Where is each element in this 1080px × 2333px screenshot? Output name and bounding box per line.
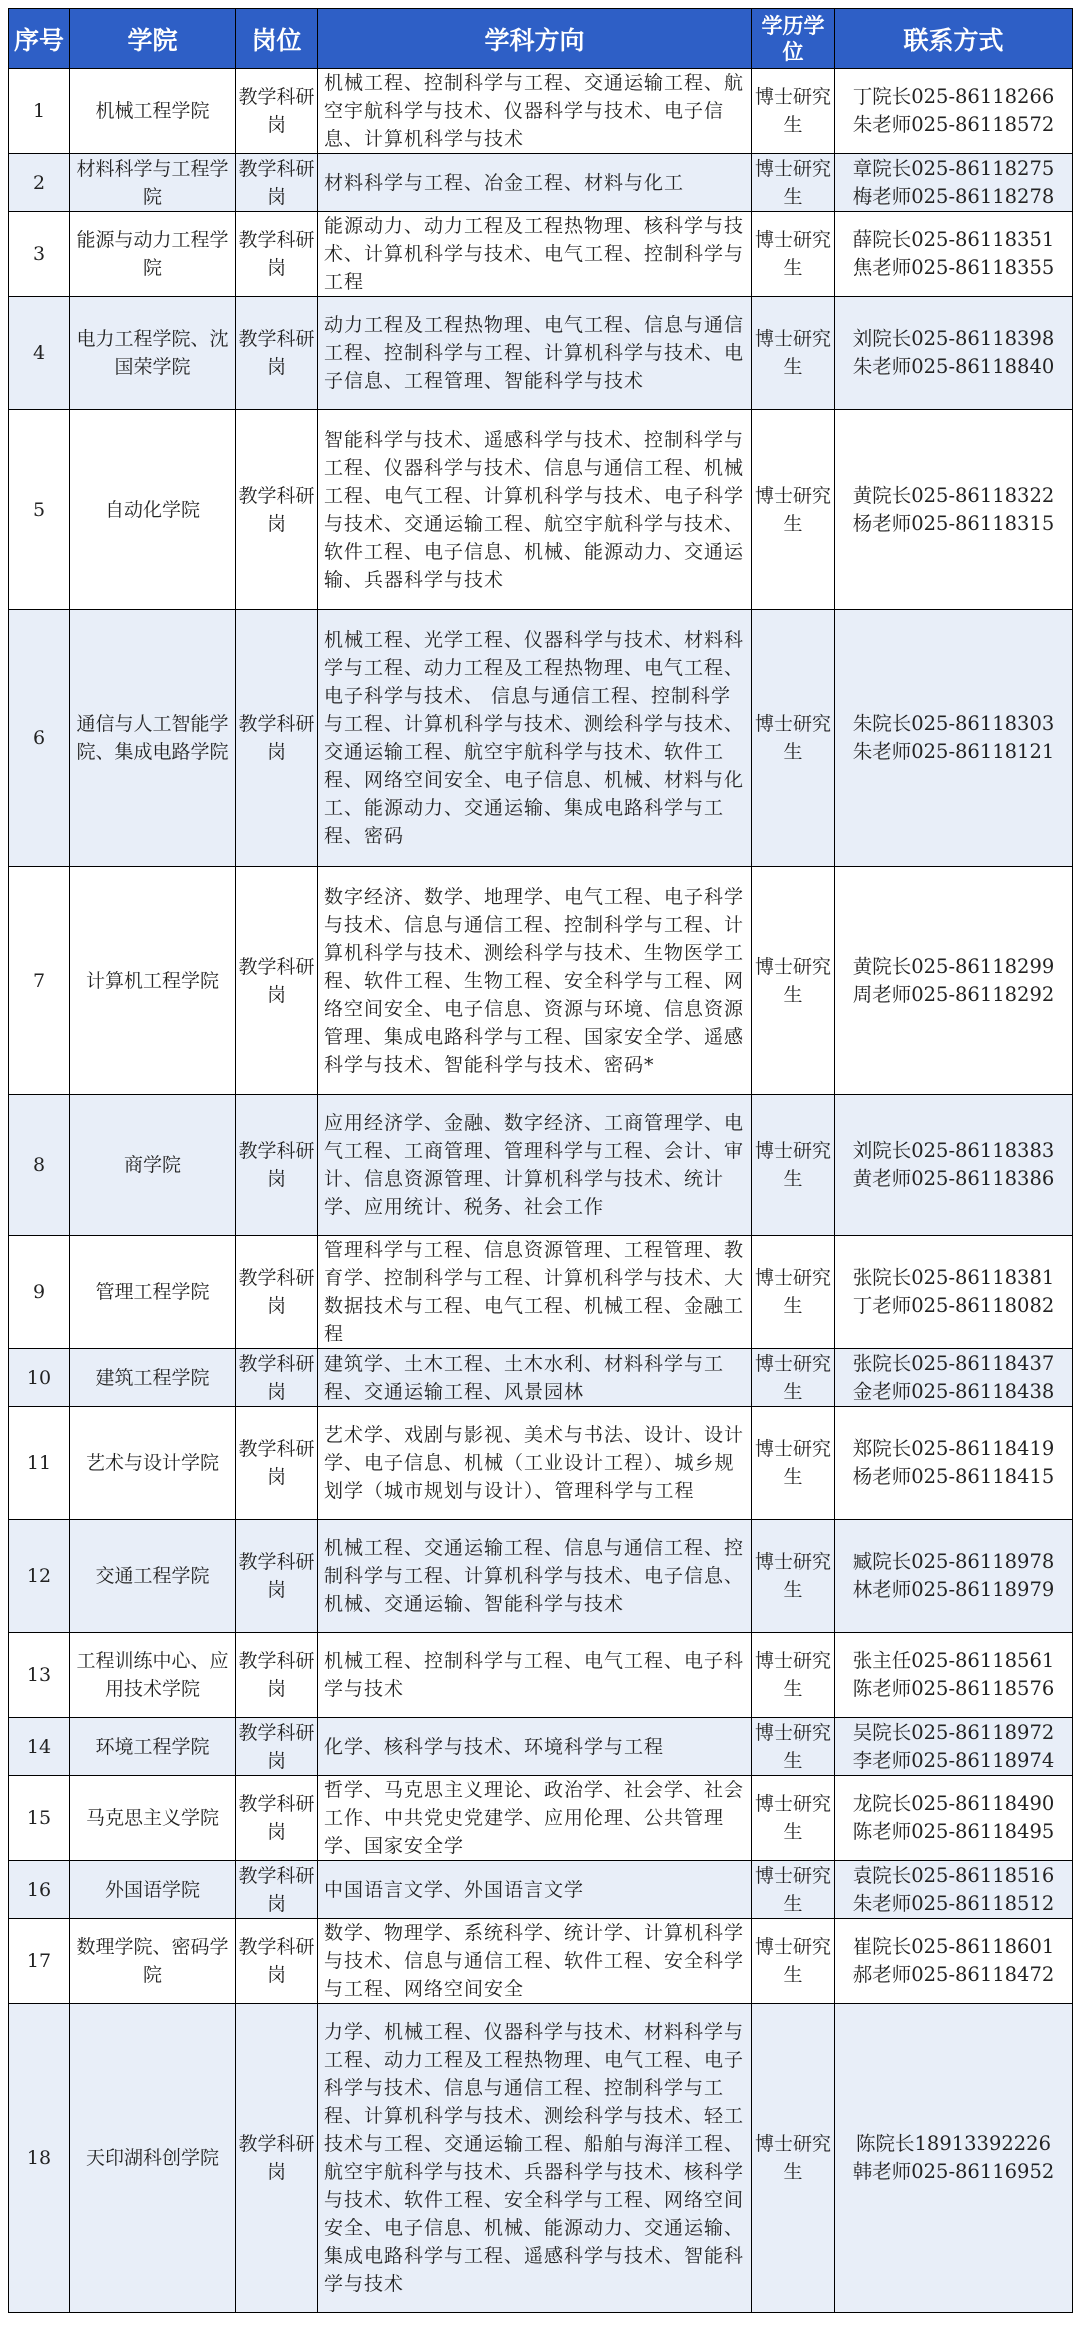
contact-line: 郑院长025-86118419 xyxy=(852,1437,1055,1460)
degree-requirement: 博士研究生 xyxy=(752,297,835,410)
post-type: 教学科研岗 xyxy=(236,1633,318,1718)
contact-info xyxy=(835,1718,1073,1776)
row-number: 3 xyxy=(9,212,70,297)
table-row xyxy=(9,1776,1073,1861)
header-contact: 联系方式 xyxy=(835,9,1073,69)
subject-direction: 机械工程、光学工程、仪器科学与技术、材料科学与工程、动力工程及工程热物理、电气工程、电子科学与技术、 信息与通信工程、控制科学与工程、计算机科学与技术、测绘科学与技术、交通运输工程、航空宇航科学与技术、软件工程、网络空间安全、电子信息、机械、材料与化工、能源动力、交通运输、集成电路科学与工程、密码 xyxy=(318,610,752,867)
subject-direction: 化学、核科学与技术、环境科学与工程 xyxy=(318,1718,752,1776)
contact-line: 朱院长025-86118303 xyxy=(852,712,1055,735)
contact-line: 崔院长025-86118601 xyxy=(852,1935,1055,1958)
contact-line: 张院长025-86118381 xyxy=(852,1266,1055,1289)
subject-direction: 机械工程、控制科学与工程、电气工程、电子科学与技术 xyxy=(318,1633,752,1718)
degree-requirement: 博士研究生 xyxy=(752,410,835,610)
row-number: 8 xyxy=(9,1095,70,1236)
post-type: 教学科研岗 xyxy=(236,867,318,1095)
contact-line: 张主任025-86118561 xyxy=(852,1649,1055,1672)
contact-info xyxy=(835,2004,1073,2313)
degree-requirement: 博士研究生 xyxy=(752,1633,835,1718)
header-row xyxy=(9,9,1073,69)
contact-info xyxy=(835,1520,1073,1633)
contact-line: 袁院长025-86118516 xyxy=(852,1863,1055,1887)
degree-requirement: 博士研究生 xyxy=(752,1236,835,1349)
post-type: 教学科研岗 xyxy=(236,410,318,610)
contact-line: 丁院长025-86118266 xyxy=(852,85,1055,108)
contact-line: 陈老师025-86118576 xyxy=(852,1677,1055,1700)
contact-info xyxy=(835,610,1073,867)
post-type: 教学科研岗 xyxy=(236,610,318,867)
post-type: 教学科研岗 xyxy=(236,1919,318,2004)
contact-info xyxy=(835,867,1073,1095)
row-number: 14 xyxy=(9,1718,70,1776)
contact-line: 黄老师025-86118386 xyxy=(852,1167,1055,1190)
post-type: 教学科研岗 xyxy=(236,1776,318,1861)
degree-requirement: 博士研究生 xyxy=(752,1861,835,1919)
college-name: 能源与动力工程学院 xyxy=(70,212,236,297)
table-row xyxy=(9,1236,1073,1349)
contact-line: 朱老师025-86118572 xyxy=(852,113,1055,136)
contact-line: 金老师025-86118438 xyxy=(852,1379,1055,1403)
contact-line: 郝老师025-86118472 xyxy=(852,1963,1055,1986)
subject-direction: 数字经济、数学、地理学、电气工程、电子科学与技术、信息与通信工程、控制科学与工程、计算机科学与技术、测绘科学与技术、生物医学工程、软件工程、生物工程、安全科学与工程、网络空间安全、电子信息、资源与环境、信息资源管理、集成电路科学与工程、国家安全学、遥感科学与技术、智能科学与技术、密码* xyxy=(318,867,752,1095)
table-row xyxy=(9,69,1073,154)
contact-info xyxy=(835,1407,1073,1520)
contact-line: 黄院长025-86118299 xyxy=(852,954,1055,978)
contact-info xyxy=(835,212,1073,297)
table-row xyxy=(9,2004,1073,2313)
subject-direction: 机械工程、交通运输工程、信息与通信工程、控制科学与工程、计算机科学与技术、电子信息、机械、交通运输、智能科学与技术 xyxy=(318,1520,752,1633)
contact-info xyxy=(835,1861,1073,1919)
row-number: 1 xyxy=(9,69,70,154)
header-no: 序号 xyxy=(9,9,70,69)
subject-direction: 能源动力、动力工程及工程热物理、核科学与技术、计算机科学与技术、电气工程、控制科学与工程 xyxy=(318,212,752,297)
contact-line: 黄院长025-86118322 xyxy=(852,483,1055,507)
row-number: 6 xyxy=(9,610,70,867)
row-number: 4 xyxy=(9,297,70,410)
college-name: 商学院 xyxy=(70,1095,236,1236)
row-number: 17 xyxy=(9,1919,70,2004)
table-row xyxy=(9,1095,1073,1236)
table-row xyxy=(9,410,1073,610)
contact-info xyxy=(835,297,1073,410)
degree-requirement: 博士研究生 xyxy=(752,1407,835,1520)
contact-info xyxy=(835,154,1073,212)
contact-line: 李老师025-86118974 xyxy=(852,1748,1055,1772)
contact-line: 陈院长18913392226 xyxy=(856,2132,1051,2155)
recruitment-table xyxy=(8,8,1073,2313)
contact-line: 张院长025-86118437 xyxy=(852,1351,1055,1375)
contact-info xyxy=(835,69,1073,154)
contact-info xyxy=(835,1349,1073,1407)
college-name: 数理学院、密码学院 xyxy=(70,1919,236,2004)
post-type: 教学科研岗 xyxy=(236,69,318,154)
subject-direction: 管理科学与工程、信息资源管理、工程管理、教育学、控制科学与工程、计算机科学与技术、大数据技术与工程、电气工程、机械工程、金融工程 xyxy=(318,1236,752,1349)
contact-line: 臧院长025-86118978 xyxy=(852,1550,1055,1573)
contact-info xyxy=(835,410,1073,610)
degree-requirement: 博士研究生 xyxy=(752,1718,835,1776)
subject-direction: 中国语言文学、外国语言文学 xyxy=(318,1861,752,1919)
contact-line: 刘院长025-86118398 xyxy=(852,327,1055,350)
post-type: 教学科研岗 xyxy=(236,154,318,212)
subject-direction: 力学、机械工程、仪器科学与技术、材料科学与工程、动力工程及工程热物理、电气工程、电子科学与技术、信息与通信工程、控制科学与工程、计算机科学与技术、测绘科学与技术、轻工技术与工程、交通运输工程、船舶与海洋工程、航空宇航科学与技术、兵器科学与技术、核科学与技术、软件工程、安全科学与工程、网络空间安全、电子信息、机械、能源动力、交通运输、集成电路科学与工程、遥感科学与技术、智能科学与技术 xyxy=(318,2004,752,2313)
college-name: 马克思主义学院 xyxy=(70,1776,236,1861)
contact-line: 焦老师025-86118355 xyxy=(852,256,1055,279)
college-name: 艺术与设计学院 xyxy=(70,1407,236,1520)
table-row xyxy=(9,1407,1073,1520)
header-college: 学院 xyxy=(70,9,236,69)
subject-direction: 机械工程、控制科学与工程、交通运输工程、航空宇航科学与技术、仪器科学与技术、电子信息、计算机科学与技术 xyxy=(318,69,752,154)
contact-line: 梅老师025-86118278 xyxy=(852,184,1055,208)
degree-requirement: 博士研究生 xyxy=(752,1776,835,1861)
row-number: 16 xyxy=(9,1861,70,1919)
subject-direction: 动力工程及工程热物理、电气工程、信息与通信工程、控制科学与工程、计算机科学与技术、电子信息、工程管理、智能科学与技术 xyxy=(318,297,752,410)
contact-line: 杨老师025-86118415 xyxy=(852,1465,1055,1488)
contact-line: 林老师025-86118979 xyxy=(852,1578,1055,1601)
table-row xyxy=(9,1919,1073,2004)
post-type: 教学科研岗 xyxy=(236,212,318,297)
contact-info xyxy=(835,1236,1073,1349)
contact-line: 杨老师025-86118315 xyxy=(852,511,1055,535)
college-name: 天印湖科创学院 xyxy=(70,2004,236,2313)
subject-direction: 哲学、马克思主义理论、政治学、社会学、社会工作、中共党史党建学、应用伦理、公共管理学、国家安全学 xyxy=(318,1776,752,1861)
college-name: 电力工程学院、沈国荣学院 xyxy=(70,297,236,410)
row-number: 11 xyxy=(9,1407,70,1520)
row-number: 18 xyxy=(9,2004,70,2313)
table-row xyxy=(9,1520,1073,1633)
post-type: 教学科研岗 xyxy=(236,1236,318,1349)
contact-line: 朱老师025-86118121 xyxy=(852,740,1055,763)
post-type: 教学科研岗 xyxy=(236,2004,318,2313)
row-number: 10 xyxy=(9,1349,70,1407)
college-name: 建筑工程学院 xyxy=(70,1349,236,1407)
degree-requirement: 博士研究生 xyxy=(752,1349,835,1407)
table-row xyxy=(9,867,1073,1095)
subject-direction: 智能科学与技术、遥感科学与技术、控制科学与工程、仪器科学与技术、信息与通信工程、机械工程、电气工程、计算机科学与技术、电子科学与技术、交通运输工程、航空宇航科学与技术、软件工程、电子信息、机械、能源动力、交通运输、兵器科学与技术 xyxy=(318,410,752,610)
contact-info xyxy=(835,1919,1073,2004)
contact-line: 朱老师025-86118512 xyxy=(852,1891,1055,1915)
header-subject: 学科方向 xyxy=(318,9,752,69)
college-name: 机械工程学院 xyxy=(70,69,236,154)
college-name: 外国语学院 xyxy=(70,1861,236,1919)
table-row xyxy=(9,154,1073,212)
contact-line: 章院长025-86118275 xyxy=(852,156,1055,180)
table-row xyxy=(9,1633,1073,1718)
table-row xyxy=(9,610,1073,867)
college-name: 通信与人工智能学院、集成电路学院 xyxy=(70,610,236,867)
table-row xyxy=(9,1861,1073,1919)
contact-info xyxy=(835,1633,1073,1718)
subject-direction: 建筑学、土木工程、土木水利、材料科学与工程、交通运输工程、风景园林 xyxy=(318,1349,752,1407)
table-row xyxy=(9,212,1073,297)
contact-line: 丁老师025-86118082 xyxy=(852,1294,1055,1317)
row-number: 15 xyxy=(9,1776,70,1861)
degree-requirement: 博士研究生 xyxy=(752,1520,835,1633)
post-type: 教学科研岗 xyxy=(236,1349,318,1407)
subject-direction: 艺术学、戏剧与影视、美术与书法、设计、设计学、电子信息、机械（工业设计工程）、城乡规划学（城市规划与设计）、管理科学与工程 xyxy=(318,1407,752,1520)
table-row xyxy=(9,1718,1073,1776)
header-degree: 学历学位 xyxy=(752,9,835,69)
degree-requirement: 博士研究生 xyxy=(752,1919,835,2004)
table-row xyxy=(9,297,1073,410)
row-number: 9 xyxy=(9,1236,70,1349)
contact-line: 龙院长025-86118490 xyxy=(852,1792,1055,1815)
row-number: 2 xyxy=(9,154,70,212)
contact-line: 刘院长025-86118383 xyxy=(852,1139,1055,1162)
contact-line: 薛院长025-86118351 xyxy=(852,228,1055,251)
college-name: 环境工程学院 xyxy=(70,1718,236,1776)
row-number: 7 xyxy=(9,867,70,1095)
college-name: 工程训练中心、应用技术学院 xyxy=(70,1633,236,1718)
degree-requirement: 博士研究生 xyxy=(752,867,835,1095)
post-type: 教学科研岗 xyxy=(236,1407,318,1520)
college-name: 材料科学与工程学院 xyxy=(70,154,236,212)
subject-direction: 应用经济学、金融、数字经济、工商管理学、电气工程、工商管理、管理科学与工程、会计、审计、信息资源管理、计算机科学与技术、统计学、应用统计、税务、社会工作 xyxy=(318,1095,752,1236)
contact-line: 韩老师025-86116952 xyxy=(852,2160,1055,2183)
degree-requirement: 博士研究生 xyxy=(752,212,835,297)
degree-requirement: 博士研究生 xyxy=(752,154,835,212)
row-number: 12 xyxy=(9,1520,70,1633)
table-row xyxy=(9,1349,1073,1407)
contact-line: 陈老师025-86118495 xyxy=(852,1820,1055,1843)
contact-line: 吴院长025-86118972 xyxy=(852,1720,1055,1744)
row-number: 13 xyxy=(9,1633,70,1718)
subject-direction: 材料科学与工程、冶金工程、材料与化工 xyxy=(318,154,752,212)
contact-line: 周老师025-86118292 xyxy=(852,982,1055,1006)
contact-line: 朱老师025-86118840 xyxy=(852,355,1055,378)
degree-requirement: 博士研究生 xyxy=(752,610,835,867)
college-name: 自动化学院 xyxy=(70,410,236,610)
subject-direction: 数学、物理学、系统科学、统计学、计算机科学与技术、信息与通信工程、软件工程、安全科学与工程、网络空间安全 xyxy=(318,1919,752,2004)
header-post: 岗位 xyxy=(236,9,318,69)
college-name: 管理工程学院 xyxy=(70,1236,236,1349)
college-name: 计算机工程学院 xyxy=(70,867,236,1095)
degree-requirement: 博士研究生 xyxy=(752,2004,835,2313)
post-type: 教学科研岗 xyxy=(236,297,318,410)
contact-info xyxy=(835,1776,1073,1861)
degree-requirement: 博士研究生 xyxy=(752,69,835,154)
post-type: 教学科研岗 xyxy=(236,1095,318,1236)
degree-requirement: 博士研究生 xyxy=(752,1095,835,1236)
college-name: 交通工程学院 xyxy=(70,1520,236,1633)
post-type: 教学科研岗 xyxy=(236,1520,318,1633)
row-number: 5 xyxy=(9,410,70,610)
post-type: 教学科研岗 xyxy=(236,1861,318,1919)
contact-info xyxy=(835,1095,1073,1236)
post-type: 教学科研岗 xyxy=(236,1718,318,1776)
